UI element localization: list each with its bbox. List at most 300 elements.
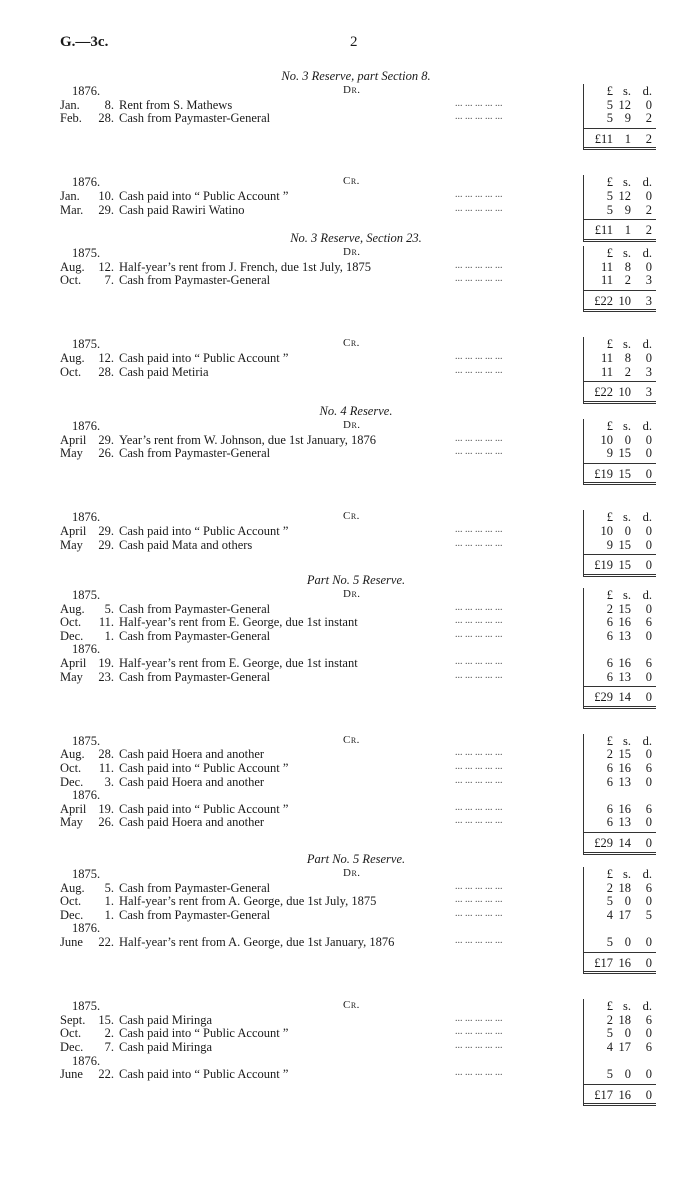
entry-month: June	[60, 1067, 83, 1082]
total-rule	[583, 554, 656, 555]
leader-dots: ... ... ... ... ...	[455, 815, 503, 827]
entry-day: 29.	[98, 432, 114, 447]
entry-description: Rent from S. Mathews	[119, 97, 233, 112]
entry-month: June	[60, 935, 83, 949]
amount-shillings: 15	[618, 601, 631, 616]
entry-description: Cash from Paymaster-General	[119, 446, 271, 461]
entry-day: 28.	[98, 111, 114, 126]
amount-shillings: 18	[618, 1012, 631, 1027]
entry-description: Cash paid into “ Public Account ”	[119, 1067, 289, 1082]
amount-shillings: 13	[618, 774, 631, 789]
entry-description: Half-year’s rent from J. French, due 1st July, 1875	[119, 259, 372, 274]
total-pence: 0	[645, 836, 652, 850]
page-number: 2	[350, 34, 358, 50]
entry-year: 1875.	[72, 588, 101, 602]
total-rule	[583, 219, 656, 220]
total-pounds: £22	[594, 385, 613, 400]
shilling-header: s.	[623, 733, 631, 748]
shilling-header: s.	[623, 175, 631, 190]
shilling-header: s.	[623, 999, 631, 1014]
total-shillings: 1	[624, 223, 631, 238]
entry-description: Cash paid into “ Public Account ”	[119, 761, 289, 775]
section-title: Part No. 5 Reserve.	[306, 573, 406, 587]
double-rule	[583, 706, 656, 709]
total-pounds: £11	[594, 223, 613, 238]
entry-year: 1875.	[72, 999, 101, 1014]
amount-pounds: 5	[606, 1067, 613, 1082]
pence-header: d.	[642, 337, 652, 352]
amount-shillings: 2	[624, 273, 631, 288]
total-rule	[583, 1084, 656, 1085]
entry-year: 1875.	[72, 733, 101, 748]
leader-dots: ... ... ... ... ...	[455, 669, 503, 681]
double-rule	[583, 147, 656, 150]
entry-month: Aug.	[60, 259, 85, 274]
total-rule	[583, 952, 656, 953]
pence-header: d.	[642, 84, 652, 98]
entry-day: 15.	[98, 1012, 114, 1027]
total-pounds: £29	[594, 690, 613, 705]
total-pounds: £17	[594, 1087, 613, 1102]
pence-header: d.	[642, 867, 652, 881]
total-shillings: 10	[618, 385, 631, 400]
leader-dots: ... ... ... ... ...	[455, 656, 503, 667]
entry-description: Cash paid Rawiri Watino	[119, 202, 245, 217]
amount-pounds: 11	[600, 351, 613, 365]
column-rule	[583, 867, 584, 973]
total-rule	[583, 686, 656, 687]
pound-header: £	[606, 588, 613, 602]
amount-pounds: 5	[606, 935, 613, 949]
entry-description: Cash from Paymaster-General	[119, 111, 271, 126]
total-rule	[583, 463, 656, 464]
amount-pence: 0	[645, 628, 652, 643]
amount-shillings: 8	[624, 351, 631, 365]
entry-year: 1876.	[72, 175, 101, 190]
entry-month: Jan.	[60, 189, 80, 203]
entry-day: 19.	[98, 656, 114, 670]
debit-label: Dr.	[343, 419, 361, 431]
debit-label: Dr.	[343, 84, 361, 96]
entry-month: Dec.	[60, 907, 84, 922]
amount-shillings: 18	[618, 880, 631, 895]
total-rule	[583, 128, 656, 129]
shilling-header: s.	[623, 867, 631, 881]
entry-description: Cash paid into “ Public Account ”	[119, 189, 289, 203]
leader-dots: ... ... ... ... ...	[455, 364, 503, 376]
pence-header: d.	[642, 246, 652, 260]
entry-description: Half-year’s rent from E. George, due 1st instant	[119, 615, 358, 630]
pound-header: £	[606, 867, 613, 881]
entry-description: Half-year’s rent from E. George, due 1st instant	[119, 656, 358, 670]
pound-header: £	[606, 246, 613, 260]
entry-year: 1875.	[72, 867, 101, 881]
leader-dots: ... ... ... ... ...	[455, 774, 503, 786]
total-shillings: 10	[618, 293, 631, 308]
amount-pence: 0	[645, 669, 652, 684]
leader-dots: ... ... ... ... ...	[455, 935, 503, 946]
amount-pounds: 5	[606, 202, 613, 217]
entry-day: 29.	[98, 524, 114, 538]
pound-header: £	[606, 510, 613, 525]
amount-pence: 0	[645, 351, 652, 365]
entry-month: May	[60, 537, 83, 552]
amount-pounds: 4	[606, 1040, 613, 1054]
shilling-header: s.	[623, 588, 631, 602]
column-rule	[583, 419, 584, 484]
credit-label: Cr.	[343, 337, 360, 350]
total-shillings: 15	[618, 558, 631, 573]
total-shillings: 16	[618, 955, 631, 970]
amount-shillings: 15	[618, 446, 631, 461]
amount-pence: 0	[645, 97, 652, 112]
entry-day: 7.	[104, 273, 114, 288]
amount-pounds: 5	[606, 111, 613, 126]
entry-description: Cash paid into “ Public Account ”	[119, 351, 289, 365]
shilling-header: s.	[623, 419, 631, 433]
entry-day: 7.	[104, 1040, 114, 1054]
amount-pence: 0	[645, 524, 652, 538]
entry-description: Cash from Paymaster-General	[119, 907, 271, 922]
entry-description: Cash paid Miringa	[119, 1012, 213, 1027]
leader-dots: ... ... ... ... ...	[455, 1026, 503, 1038]
amount-pence: 6	[645, 1040, 652, 1054]
amount-shillings: 16	[618, 656, 631, 670]
pound-header: £	[606, 419, 613, 433]
pound-header: £	[606, 84, 613, 98]
total-shillings: 14	[618, 836, 631, 850]
total-pence: 0	[645, 955, 652, 970]
entry-month: Aug.	[60, 601, 85, 616]
total-pounds: £11	[594, 131, 613, 146]
entry-description: Cash paid into “ Public Account ”	[119, 524, 289, 538]
amount-shillings: 16	[618, 801, 631, 816]
entry-day: 1.	[104, 907, 114, 922]
amount-shillings: 15	[618, 747, 631, 762]
amount-pence: 6	[645, 880, 652, 895]
column-rule	[583, 246, 584, 311]
amount-shillings: 0	[624, 1067, 631, 1082]
amount-pounds: 6	[606, 656, 613, 670]
column-rule	[583, 999, 584, 1105]
amount-shillings: 9	[624, 202, 631, 217]
amount-pounds: 2	[606, 1012, 613, 1027]
entry-day: 19.	[98, 801, 114, 816]
entry-description: Cash paid Miringa	[119, 1040, 213, 1054]
entry-month: Oct.	[60, 894, 82, 909]
entry-day: 3.	[104, 774, 114, 789]
total-pence: 0	[645, 466, 652, 481]
shilling-header: s.	[623, 246, 631, 260]
pence-header: d.	[642, 733, 652, 748]
leader-dots: ... ... ... ... ...	[455, 432, 503, 444]
leader-dots: ... ... ... ... ...	[455, 97, 503, 109]
amount-pounds: 5	[606, 189, 613, 203]
entry-day: 12.	[98, 259, 114, 274]
leader-dots: ... ... ... ... ...	[455, 628, 503, 640]
entry-month: Oct.	[60, 761, 82, 775]
amount-shillings: 16	[618, 615, 631, 630]
entry-description: Cash from Paymaster-General	[119, 669, 271, 684]
column-rule	[583, 84, 584, 149]
total-pence: 2	[645, 131, 652, 146]
total-pence: 0	[645, 1087, 652, 1102]
amount-pence: 0	[645, 894, 652, 909]
amount-pence: 2	[645, 202, 652, 217]
amount-shillings: 12	[618, 189, 631, 203]
entry-month: May	[60, 669, 83, 684]
amount-pounds: 6	[606, 628, 613, 643]
entry-month: Mar.	[60, 202, 84, 217]
entry-month: Oct.	[60, 615, 82, 630]
entry-description: Cash paid into “ Public Account ”	[119, 801, 289, 816]
amount-shillings: 8	[624, 259, 631, 274]
column-rule	[583, 588, 584, 708]
entry-description: Cash from Paymaster-General	[119, 628, 271, 643]
pence-header: d.	[642, 588, 652, 602]
amount-pence: 0	[645, 774, 652, 789]
leader-dots: ... ... ... ... ...	[455, 894, 503, 906]
leader-dots: ... ... ... ... ...	[455, 747, 503, 759]
entry-description: Cash from Paymaster-General	[119, 273, 271, 288]
entry-description: Cash paid Hoera and another	[119, 815, 265, 830]
entry-year: 1876.	[72, 510, 101, 525]
leader-dots: ... ... ... ... ...	[455, 1067, 503, 1079]
entry-description: Cash paid Metiria	[119, 364, 209, 379]
amount-pounds: 4	[606, 907, 613, 922]
total-pence: 0	[645, 558, 652, 573]
amount-pounds: 5	[606, 97, 613, 112]
credit-label: Cr.	[343, 175, 360, 188]
leader-dots: ... ... ... ... ...	[455, 189, 503, 200]
entry-month: Feb.	[60, 111, 82, 126]
leader-dots: ... ... ... ... ...	[455, 801, 503, 813]
amount-pence: 0	[645, 537, 652, 552]
credit-label: Cr.	[343, 733, 360, 746]
section-title: No. 3 Reserve, Section 23.	[290, 231, 422, 245]
amount-pounds: 6	[606, 801, 613, 816]
entry-day: 26.	[98, 446, 114, 461]
amount-pounds: 5	[606, 894, 613, 909]
amount-pence: 2	[645, 111, 652, 126]
leader-dots: ... ... ... ... ...	[455, 111, 503, 123]
pound-header: £	[606, 733, 613, 748]
leader-dots: ... ... ... ... ...	[455, 273, 503, 285]
amount-shillings: 0	[624, 894, 631, 909]
entry-month: Dec.	[60, 628, 84, 643]
amount-pence: 0	[645, 446, 652, 461]
double-rule	[583, 482, 656, 485]
entry-month: Aug.	[60, 351, 85, 365]
total-pounds: £19	[594, 558, 613, 573]
leader-dots: ... ... ... ... ...	[455, 524, 503, 535]
entry-day: 22.	[98, 1067, 114, 1082]
entry-description: Cash paid into “ Public Account ”	[119, 1026, 289, 1041]
amount-shillings: 15	[618, 537, 631, 552]
amount-pounds: 9	[606, 446, 613, 461]
leader-dots: ... ... ... ... ...	[455, 202, 503, 214]
amount-shillings: 0	[624, 432, 631, 447]
entry-month: April	[60, 524, 87, 538]
total-shillings: 16	[618, 1087, 631, 1102]
total-pounds: £22	[594, 293, 613, 308]
amount-pence: 0	[645, 432, 652, 447]
column-rule	[583, 734, 584, 854]
section-title: No. 4 Reserve.	[319, 404, 393, 418]
amount-pounds: 2	[606, 601, 613, 616]
entry-description: Half-year’s rent from A. George, due 1st July, 1875	[119, 894, 377, 909]
entry-month: Aug.	[60, 747, 85, 762]
entry-day: 10.	[98, 189, 114, 203]
entry-day: 1.	[104, 628, 114, 643]
total-pounds: £19	[594, 466, 613, 481]
document-reference: G.—3c.	[60, 34, 109, 50]
amount-pence: 6	[645, 801, 652, 816]
entry-year: 1876.	[72, 84, 101, 98]
entry-year: 1876.	[72, 419, 101, 433]
entry-year: 1875.	[72, 246, 101, 260]
entry-year: 1876.	[72, 788, 101, 803]
entry-day: 8.	[104, 97, 114, 112]
amount-pence: 0	[645, 189, 652, 203]
amount-shillings: 17	[618, 1040, 631, 1054]
credit-label: Cr.	[343, 510, 360, 523]
amount-pence: 0	[645, 1026, 652, 1041]
entry-month: Jan.	[60, 97, 80, 112]
leader-dots: ... ... ... ... ...	[455, 537, 503, 549]
amount-shillings: 9	[624, 111, 631, 126]
leader-dots: ... ... ... ... ...	[455, 601, 503, 613]
entry-day: 29.	[98, 537, 114, 552]
amount-pounds: 9	[606, 537, 613, 552]
amount-pence: 0	[645, 601, 652, 616]
total-pence: 0	[645, 690, 652, 705]
amount-pence: 5	[645, 907, 652, 922]
total-pence: 2	[645, 223, 652, 238]
entry-day: 12.	[98, 351, 114, 365]
entry-month: Dec.	[60, 774, 84, 789]
entry-description: Year’s rent from W. Johnson, due 1st January, 1876	[119, 432, 377, 447]
amount-shillings: 2	[624, 364, 631, 379]
amount-pounds: 6	[606, 774, 613, 789]
leader-dots: ... ... ... ... ...	[455, 907, 503, 919]
pence-header: d.	[642, 510, 652, 525]
leader-dots: ... ... ... ... ...	[455, 761, 503, 772]
entry-day: 11.	[98, 615, 114, 630]
leader-dots: ... ... ... ... ...	[455, 1012, 503, 1024]
entry-year: 1876.	[72, 921, 101, 936]
section-title: Part No. 5 Reserve.	[306, 852, 406, 866]
amount-shillings: 0	[624, 935, 631, 949]
entry-year: 1876.	[72, 1053, 101, 1068]
entry-day: 26.	[98, 815, 114, 830]
amount-pounds: 11	[600, 364, 613, 379]
total-rule	[583, 832, 656, 833]
double-rule	[583, 1103, 656, 1106]
entry-day: 28.	[98, 364, 114, 379]
amount-pence: 3	[645, 364, 652, 379]
entry-month: May	[60, 446, 83, 461]
total-shillings: 14	[618, 690, 631, 705]
amount-pounds: 6	[606, 815, 613, 830]
pence-header: d.	[642, 419, 652, 433]
amount-pence: 6	[645, 1012, 652, 1027]
debit-label: Dr.	[343, 867, 361, 879]
amount-pence: 0	[645, 815, 652, 830]
entry-month: Aug.	[60, 880, 85, 895]
debit-label: Dr.	[343, 246, 361, 258]
entry-day: 2.	[104, 1026, 114, 1041]
entry-description: Cash paid Hoera and another	[119, 747, 265, 762]
total-shillings: 1	[624, 131, 631, 146]
entry-month: Dec.	[60, 1040, 84, 1054]
entry-day: 22.	[98, 935, 114, 949]
total-shillings: 15	[618, 466, 631, 481]
amount-shillings: 13	[618, 815, 631, 830]
entry-day: 28.	[98, 747, 114, 762]
leader-dots: ... ... ... ... ...	[455, 1040, 503, 1051]
entry-day: 5.	[104, 601, 114, 616]
section-title: No. 3 Reserve, part Section 8.	[281, 69, 431, 83]
amount-pence: 0	[645, 935, 652, 949]
amount-shillings: 13	[618, 628, 631, 643]
credit-label: Cr.	[343, 999, 360, 1012]
entry-month: Oct.	[60, 1026, 82, 1041]
amount-pence: 0	[645, 259, 652, 274]
leader-dots: ... ... ... ... ...	[455, 880, 503, 892]
entry-year: 1875.	[72, 337, 101, 352]
entry-description: Cash from Paymaster-General	[119, 880, 271, 895]
amount-pounds: 5	[606, 1026, 613, 1041]
entry-day: 23.	[98, 669, 114, 684]
leader-dots: ... ... ... ... ...	[455, 615, 503, 627]
column-rule	[583, 337, 584, 402]
total-pounds: £17	[594, 955, 613, 970]
total-rule	[583, 381, 656, 382]
total-pounds: £29	[594, 836, 613, 850]
total-pence: 3	[645, 293, 652, 308]
amount-pounds: 6	[606, 761, 613, 775]
amount-pence: 6	[645, 615, 652, 630]
double-rule	[583, 971, 656, 974]
amount-shillings: 16	[618, 761, 631, 775]
entry-day: 1.	[104, 894, 114, 909]
pence-header: d.	[642, 175, 652, 190]
amount-pence: 6	[645, 656, 652, 670]
entry-day: 5.	[104, 880, 114, 895]
amount-pence: 3	[645, 273, 652, 288]
amount-pence: 0	[645, 1067, 652, 1082]
amount-pounds: 11	[600, 273, 613, 288]
leader-dots: ... ... ... ... ...	[455, 446, 503, 458]
pound-header: £	[606, 337, 613, 352]
entry-month: April	[60, 432, 87, 447]
amount-shillings: 0	[624, 1026, 631, 1041]
pound-header: £	[606, 999, 613, 1014]
amount-pence: 6	[645, 761, 652, 775]
entry-description: Cash paid Mata and others	[119, 537, 253, 552]
amount-pounds: 10	[600, 432, 613, 447]
leader-dots: ... ... ... ... ...	[455, 259, 503, 271]
shilling-header: s.	[623, 510, 631, 525]
pound-header: £	[606, 175, 613, 190]
entry-description: Half-year’s rent from A. George, due 1st January, 1876	[119, 935, 395, 949]
amount-pence: 0	[645, 747, 652, 762]
entry-month: April	[60, 801, 87, 816]
entry-day: 29.	[98, 202, 114, 217]
amount-pounds: 10	[600, 524, 613, 538]
shilling-header: s.	[623, 337, 631, 352]
